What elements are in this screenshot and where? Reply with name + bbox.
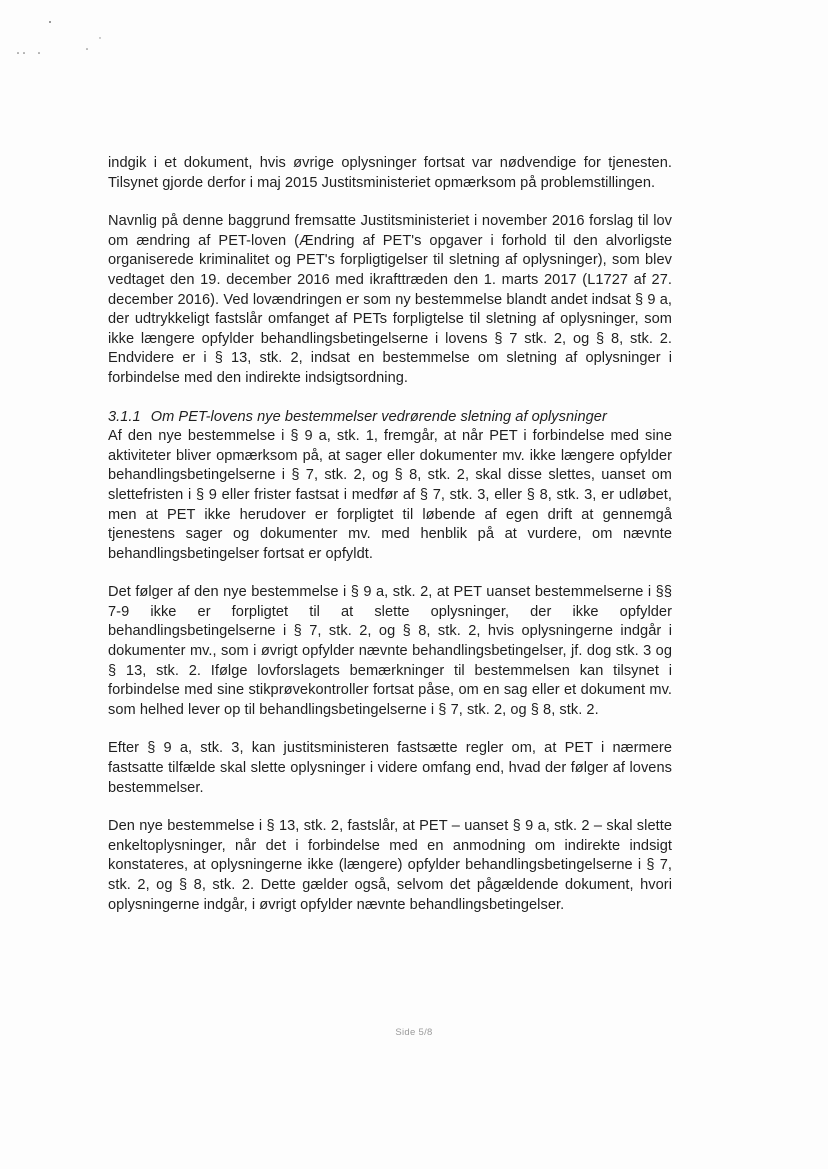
paragraph-intro-2: Navnlig på denne baggrund fremsatte Justitsministeriet i november 2016 forslag til lov om ændring af PET-loven (Ændring af PET's opgaver i forhold til den alvorligste organiserede kriminalitet og PET's forpligtigelser til sletning af oplysninger), som blev vedtaget den 19. december 2016 med ikrafttræden den 1. marts 2017 (L1727 af 27. december 2016). Ved lovændringen er som ny bestemmelse blandt andet indsat § 9 a, der udtrykkeligt fastslår omfanget af PETs forpligtelse til sletning af oplysninger, som ikke længere opfylder behandlingsbetingelserne i lovens § 7 stk. 2, og § 8, stk. 2. Endvidere er i § 13, stk. 2, indsat en bestemmelse om sletning af oplysninger i forbindelse med den indirekte indsigtsordning. [108,213,672,386]
paragraph-section-2: Det følger af den nye bestemmelse i § 9 a, stk. 2, at PET uanset bestemmelserne i §§ 7-9 ikke er forpligtet til at slette oplysninger, der ikke opfylder behandlingsbetingelserne i § 7, stk. 2, og § 8, stk. 2, hvis oplysningerne indgår i dokumenter mv., som i øvrigt opfylder nævnte behandlingsbetingelser, jf. dog stk. 3 og § 13, stk. 2. Ifølge lovforslagets bemærkninger til bestemmelsen kan tilsynet i forbindelse med sine stikprøvekontroller fortsat påse, om en sag eller et dokument mv. som helhed lever op til behandlingsbetingelserne i § 7, stk. 2, og § 8, stk. 2. [108,584,672,718]
paragraph-section-1: Af den nye bestemmelse i § 9 a, stk. 1, fremgår, at når PET i forbindelse med sine aktiviteter bliver opmærksom på, at sager eller dokumenter mv. ikke længere opfylder behandlingsbetingelserne i § 7, stk. 2, og § 8, stk. 2, skal disse slettes, uanset om slettefristen i § 9 eller frister fastsat i medfør af § 7, stk. 3, eller § 8, stk. 3, er udløbet, men at PET ikke herudover er forpligtet til løbende af egen drift at gennemgå tjenestens sager og dokumenter mv. med henblik på at vurdere, om nævnte behandlingsbetingelser fortsat er opfyldt. [108,428,672,562]
section-title: Om PET-lovens nye bestemmelser vedrørende sletning af oplysninger [150,408,607,425]
paragraph-intro-1: indgik i et dokument, hvis øvrige oplysninger fortsat var nødvendige for tjenesten. Tilsynet gjorde derfor i maj 2015 Justitsministeriet opmærksom på problemstillingen. [108,155,672,191]
section-heading [108,408,672,428]
section-number: 3.1.1 [108,408,141,425]
paragraph-section-3: Efter § 9 a, stk. 3, kan justitsministeren fastsætte regler om, at PET i nærmere fastsatte tilfælde skal slette oplysninger i videre omfang end, hvad der følger af lovens bestemmelser. [108,740,672,796]
document-body [108,154,672,934]
scan-artifact-dots [14,18,114,58]
paragraph-section-4: Den nye bestemmelse i § 13, stk. 2, fastslår, at PET – uanset § 9 a, stk. 2 – skal slette enkeltoplysninger, når det i forbindelse med en anmodning om indirekte indsigt konstateres, at oplysningerne ikke (længere) opfylder behandlingsbetingelserne i § 7, stk. 2, og § 8, stk. 2. Dette gælder også, selvom det pågældende dokument, hvori oplysningerne indgår, i øvrigt opfylder nævnte behandlingsbetingelser. [108,818,672,913]
page-number-footer: Side 5/8 [395,1027,433,1038]
